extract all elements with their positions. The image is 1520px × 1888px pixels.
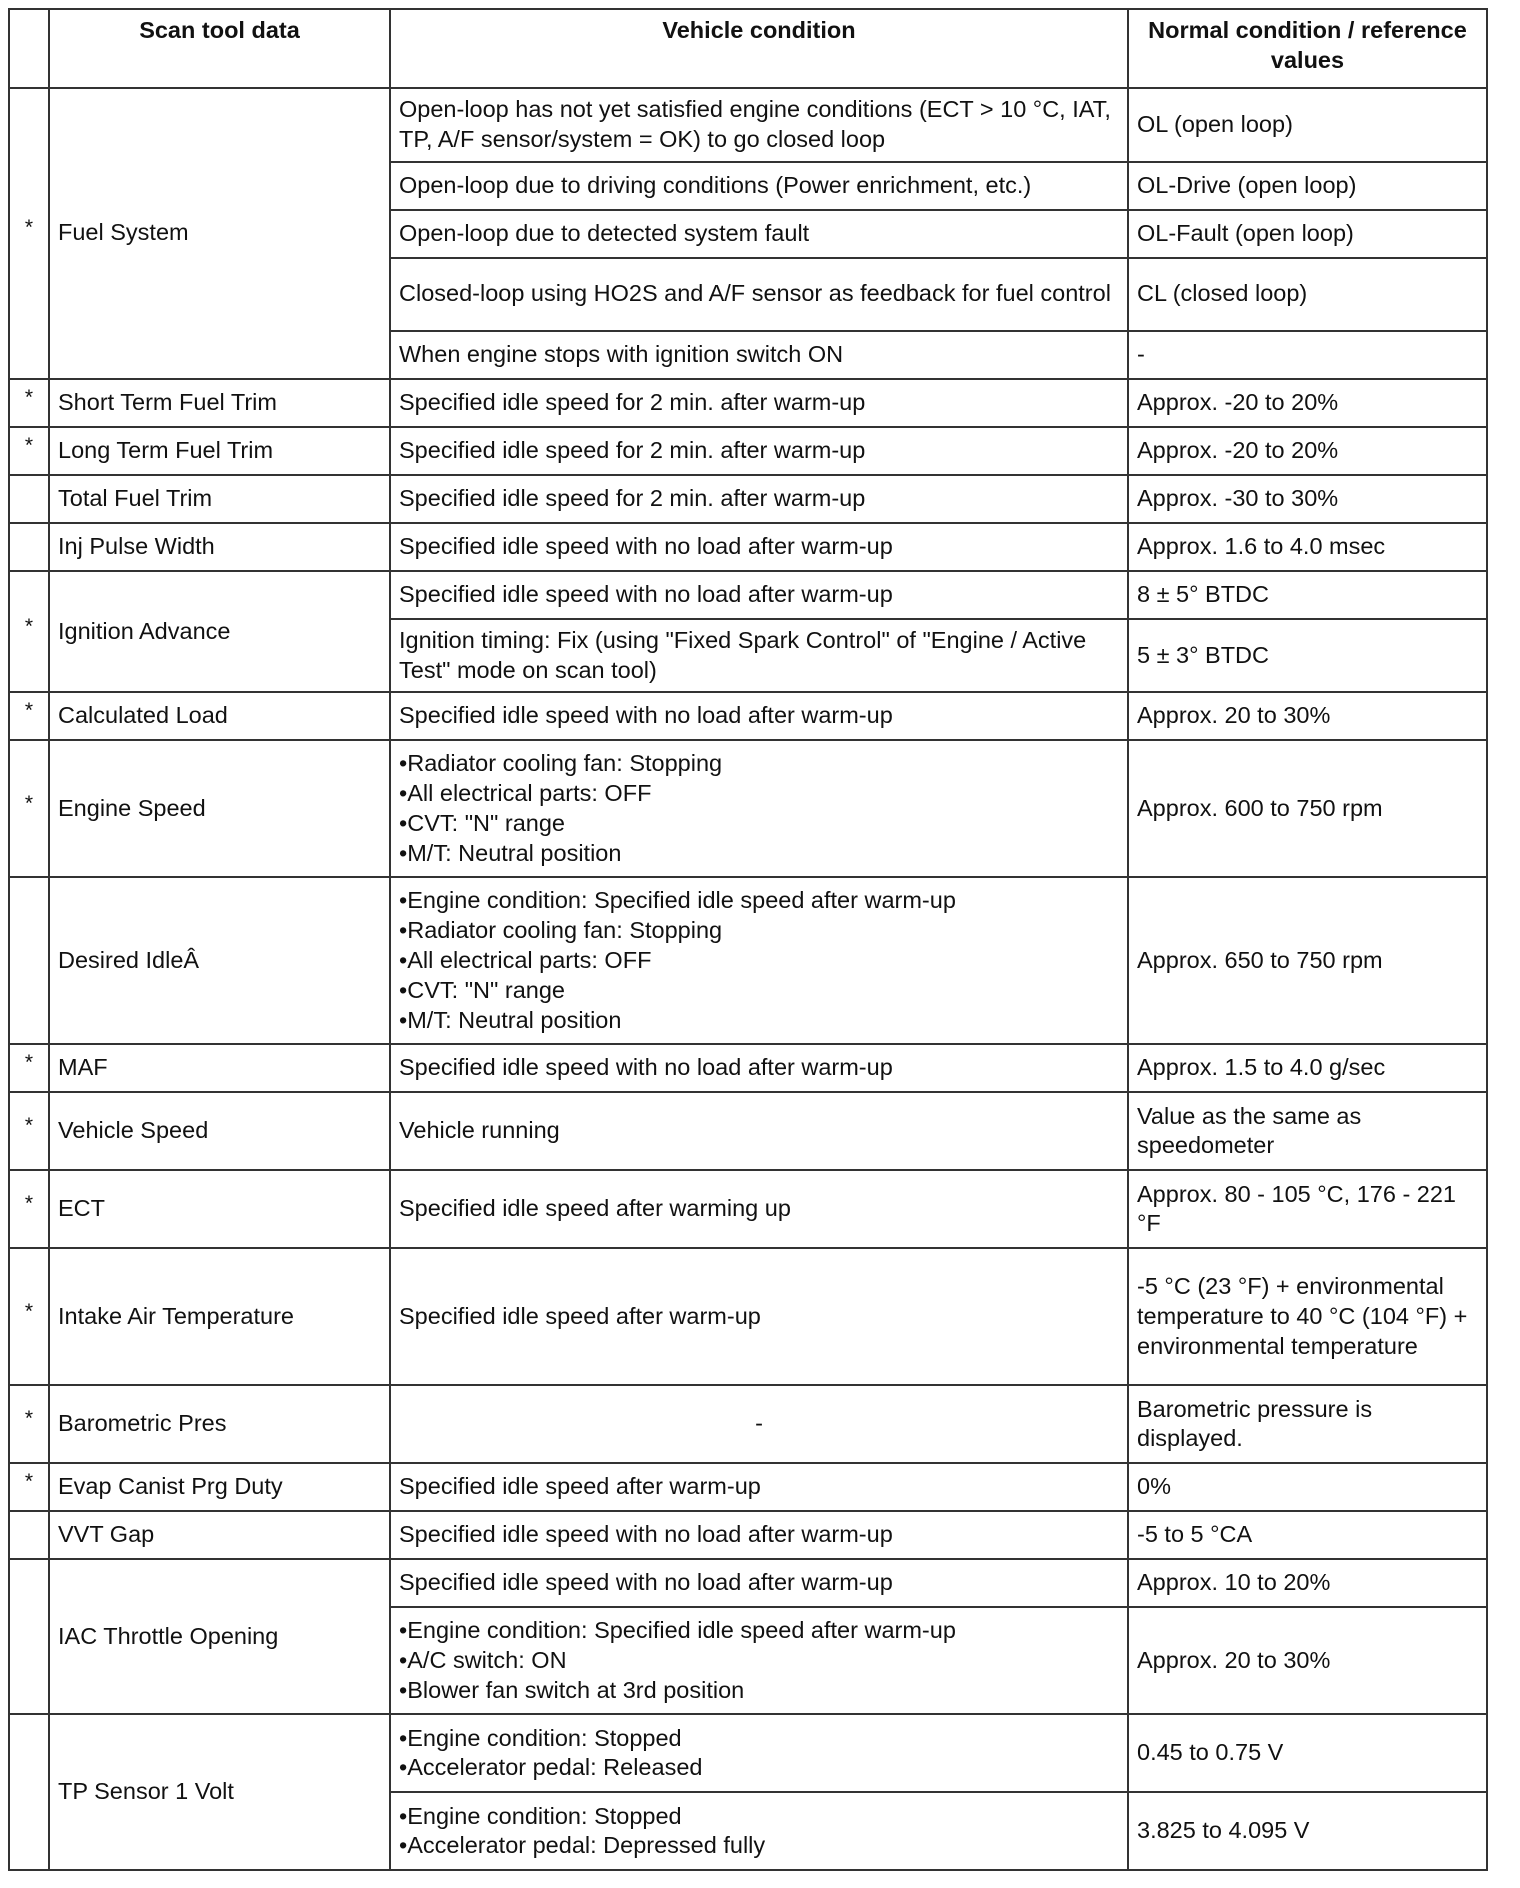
bullet-item: • Engine condition: Stopped: [399, 1724, 1119, 1754]
star-marker: *: [9, 1385, 49, 1463]
item-name: Calculated Load: [49, 692, 390, 740]
bullet-item: • All electrical parts: OFF: [399, 946, 1119, 976]
condition-cell: Specified idle speed with no load after warm-up: [390, 1511, 1128, 1559]
star-marker: *: [9, 1463, 49, 1511]
condition-cell: Specified idle speed after warm-up: [390, 1463, 1128, 1511]
table-row: [9, 1559, 1487, 1607]
item-name: Long Term Fuel Trim: [49, 427, 390, 475]
bullet-item: • M/T: Neutral position: [399, 1006, 1119, 1036]
condition-cell: [390, 1607, 1128, 1714]
condition-cell: Ignition timing: Fix (using "Fixed Spark Control" of "Engine / Active Test" mode on scan tool): [390, 619, 1128, 693]
table-row: [9, 692, 1487, 740]
bullet-item: • Engine condition: Specified idle speed after warm-up: [399, 886, 1119, 916]
star-marker: *: [9, 571, 49, 693]
star-marker-empty: [9, 475, 49, 523]
header-scan-tool-data: Scan tool data: [49, 9, 390, 88]
value-cell: 0%: [1128, 1463, 1487, 1511]
table-row: [9, 1463, 1487, 1511]
condition-cell: Closed-loop using HO2S and A/F sensor as feedback for fuel control: [390, 258, 1128, 331]
value-cell: 5 ± 3° BTDC: [1128, 619, 1487, 693]
star-marker: *: [9, 740, 49, 877]
table-row: [9, 877, 1487, 1044]
value-cell: Approx. -20 to 20%: [1128, 379, 1487, 427]
value-cell: Approx. 20 to 30%: [1128, 692, 1487, 740]
table-row: [9, 740, 1487, 877]
table-row: [9, 475, 1487, 523]
bullet-item: • Radiator cooling fan: Stopping: [399, 749, 1119, 779]
item-name: ECT: [49, 1170, 390, 1248]
star-marker-empty: [9, 1559, 49, 1714]
bullet-item: • Accelerator pedal: Depressed fully: [399, 1831, 1119, 1861]
bullet-item: • M/T: Neutral position: [399, 839, 1119, 869]
item-name: Evap Canist Prg Duty: [49, 1463, 390, 1511]
value-cell: 0.45 to 0.75 V: [1128, 1714, 1487, 1792]
header-star-column: [9, 9, 49, 88]
item-name: Ignition Advance: [49, 571, 390, 693]
value-cell: Barometric pressure is displayed.: [1128, 1385, 1487, 1463]
item-name: MAF: [49, 1044, 390, 1092]
item-name: Inj Pulse Width: [49, 523, 390, 571]
table-row: [9, 571, 1487, 619]
condition-cell: Specified idle speed with no load after warm-up: [390, 692, 1128, 740]
header-vehicle-condition: Vehicle condition: [390, 9, 1128, 88]
condition-cell: -: [390, 1385, 1128, 1463]
item-name: Short Term Fuel Trim: [49, 379, 390, 427]
scan-tool-reference-table: [8, 8, 1488, 1871]
value-cell: OL (open loop): [1128, 88, 1487, 162]
condition-cell: Open-loop has not yet satisfied engine conditions (ECT > 10 °C, IAT, TP, A/F sensor/system = OK) to go closed loop: [390, 88, 1128, 162]
table-row: [9, 523, 1487, 571]
value-cell: OL-Fault (open loop): [1128, 210, 1487, 258]
item-name: Fuel System: [49, 88, 390, 379]
star-marker: *: [9, 1170, 49, 1248]
bullet-item: • Radiator cooling fan: Stopping: [399, 916, 1119, 946]
value-cell: 3.825 to 4.095 V: [1128, 1792, 1487, 1870]
item-name: Intake Air Temperature: [49, 1248, 390, 1385]
bullet-item: • Engine condition: Specified idle speed after warm-up: [399, 1616, 1119, 1646]
star-marker: *: [9, 88, 49, 379]
bullet-item: • A/C switch: ON: [399, 1646, 1119, 1676]
condition-cell: Specified idle speed after warm-up: [390, 1248, 1128, 1385]
star-marker: *: [9, 1248, 49, 1385]
item-name: VVT Gap: [49, 1511, 390, 1559]
condition-cell: Specified idle speed for 2 min. after warm-up: [390, 427, 1128, 475]
item-name: TP Sensor 1 Volt: [49, 1714, 390, 1870]
item-name: IAC Throttle Opening: [49, 1559, 390, 1714]
table-row: [9, 427, 1487, 475]
condition-cell: Specified idle speed with no load after warm-up: [390, 571, 1128, 619]
table-row: [9, 1714, 1487, 1792]
condition-cell: Specified idle speed for 2 min. after warm-up: [390, 475, 1128, 523]
value-cell: Value as the same as speedometer: [1128, 1092, 1487, 1170]
header-normal-condition: Normal condition / reference values: [1128, 9, 1487, 88]
table-row: [9, 1170, 1487, 1248]
table-row: [9, 1044, 1487, 1092]
value-cell: -: [1128, 331, 1487, 379]
bullet-item: • All electrical parts: OFF: [399, 779, 1119, 809]
star-marker: *: [9, 1044, 49, 1092]
condition-cell: Open-loop due to driving conditions (Power enrichment, etc.): [390, 162, 1128, 210]
condition-cell: [390, 1792, 1128, 1870]
item-name: Vehicle Speed: [49, 1092, 390, 1170]
bullet-item: • Engine condition: Stopped: [399, 1802, 1119, 1832]
bullet-item: • Blower fan switch at 3rd position: [399, 1676, 1119, 1706]
condition-cell: Specified idle speed with no load after warm-up: [390, 1044, 1128, 1092]
reference-table-container: [8, 8, 1486, 1871]
value-cell: -5 to 5 °CA: [1128, 1511, 1487, 1559]
condition-cell: Vehicle running: [390, 1092, 1128, 1170]
item-name: Total Fuel Trim: [49, 475, 390, 523]
condition-cell: Specified idle speed with no load after warm-up: [390, 1559, 1128, 1607]
star-marker-empty: [9, 877, 49, 1044]
condition-cell: [390, 1714, 1128, 1792]
star-marker-empty: [9, 523, 49, 571]
bullet-item: • Accelerator pedal: Released: [399, 1753, 1119, 1783]
table-row: [9, 1385, 1487, 1463]
table-row: [9, 88, 1487, 162]
bullet-item: • CVT: "N" range: [399, 976, 1119, 1006]
value-cell: Approx. 600 to 750 rpm: [1128, 740, 1487, 877]
value-cell: 8 ± 5° BTDC: [1128, 571, 1487, 619]
value-cell: Approx. -30 to 30%: [1128, 475, 1487, 523]
condition-cell: Open-loop due to detected system fault: [390, 210, 1128, 258]
condition-cell: Specified idle speed for 2 min. after warm-up: [390, 379, 1128, 427]
condition-cell: Specified idle speed after warming up: [390, 1170, 1128, 1248]
value-cell: Approx. -20 to 20%: [1128, 427, 1487, 475]
value-cell: CL (closed loop): [1128, 258, 1487, 331]
value-cell: -5 °C (23 °F) + environmental temperature to 40 °C (104 °F) + environmental temperature: [1128, 1248, 1487, 1385]
star-marker: *: [9, 692, 49, 740]
table-row: [9, 1248, 1487, 1385]
condition-cell: [390, 877, 1128, 1044]
star-marker-empty: [9, 1511, 49, 1559]
value-cell: Approx. 650 to 750 rpm: [1128, 877, 1487, 1044]
condition-cell: [390, 740, 1128, 877]
value-cell: Approx. 1.6 to 4.0 msec: [1128, 523, 1487, 571]
item-name: Barometric Pres: [49, 1385, 390, 1463]
condition-cell: When engine stops with ignition switch ON: [390, 331, 1128, 379]
value-cell: OL-Drive (open loop): [1128, 162, 1487, 210]
table-row: [9, 379, 1487, 427]
value-cell: Approx. 1.5 to 4.0 g/sec: [1128, 1044, 1487, 1092]
star-marker: *: [9, 379, 49, 427]
value-cell: Approx. 10 to 20%: [1128, 1559, 1487, 1607]
star-marker: *: [9, 427, 49, 475]
star-marker: *: [9, 1092, 49, 1170]
header-row: [9, 9, 1487, 88]
condition-cell: Specified idle speed with no load after warm-up: [390, 523, 1128, 571]
table-row: [9, 1092, 1487, 1170]
item-name: Engine Speed: [49, 740, 390, 877]
value-cell: Approx. 20 to 30%: [1128, 1607, 1487, 1714]
star-marker-empty: [9, 1714, 49, 1870]
bullet-item: • CVT: "N" range: [399, 809, 1119, 839]
table-row: [9, 1511, 1487, 1559]
value-cell: Approx. 80 - 105 °C, 176 - 221 °F: [1128, 1170, 1487, 1248]
item-name: Desired IdleÂ: [49, 877, 390, 1044]
